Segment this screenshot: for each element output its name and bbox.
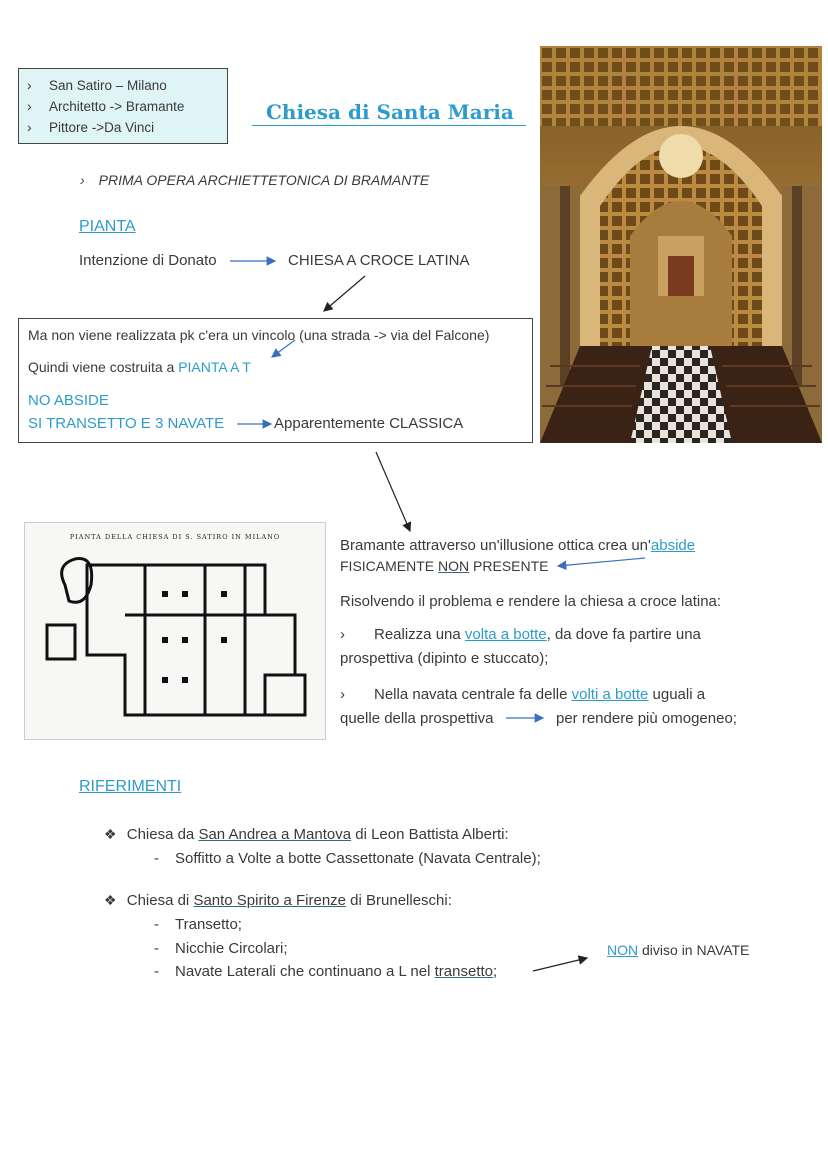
info-item: › Pittore ->Da Vinci — [49, 117, 227, 138]
plan-caption: PIANTA DELLA CHIESA DI S. SATIRO IN MILANO — [69, 533, 281, 541]
arrow-to-illusion — [376, 452, 410, 531]
ref-2-sub: - Nicchie Circolari; — [154, 940, 288, 957]
bullet-2-line-2-right: per rendere più omogeneo; — [556, 710, 737, 727]
illusion-line-1: Bramante attraverso un'illusione ottica crea un'abside — [340, 537, 696, 554]
intention-label: Intenzione di Donato — [79, 252, 217, 269]
ref-2-sub: - Navate Laterali che continuano a L nel transetto; — [154, 963, 498, 980]
bullet-1-line-2: prospettiva (dipinto e stuccato); — [340, 650, 549, 667]
ref-2: ❖ Chiesa di Santo Spirito a Firenze di Brunelleschi: — [104, 892, 452, 909]
resolve-line: Risolvendo il problema e rendere la chiesa a croce latina: — [340, 593, 722, 610]
box-line-4-right: Apparentemente CLASSICA — [274, 415, 464, 432]
arrow-navate-note — [533, 958, 587, 971]
arrow-to-box — [324, 276, 365, 311]
arrow-non-presente — [558, 558, 645, 566]
info-item: › San Satiro – Milano — [49, 75, 227, 96]
abside-link: abside — [650, 537, 696, 554]
page-title: Chiesa di Santa Maria — [266, 100, 514, 124]
diamond-bullet-icon: ❖ — [104, 826, 117, 842]
bullet-1-line-1: › Realizza una volta a botte, da dove fa partire una — [340, 626, 701, 643]
intention-value: CHIESA A CROCE LATINA — [288, 252, 470, 269]
navate-note: NON diviso in NAVATE — [607, 942, 750, 958]
box-line-2: Quindi viene costruita a PIANTA A T — [28, 359, 251, 375]
ref-1: ❖ Chiesa da San Andrea a Mantova di Leon Battista Alberti: — [104, 826, 509, 843]
bullet-2-line-1: › Nella navata centrale fa delle volti a botte uguali a — [340, 686, 706, 703]
box-line-4-left: SI TRANSETTO E 3 NAVATE — [28, 415, 225, 432]
illusion-line-2: FISICAMENTE NON PRESENTE — [340, 558, 549, 574]
info-item: › Architetto -> Bramante — [49, 96, 227, 117]
ref-1-sub: - Soffitto a Volte a botte Cassettonate (Navata Centrale); — [154, 850, 541, 867]
arrow-pianta-t — [272, 340, 295, 357]
bullet-2-line-2: quelle della prospettiva — [340, 710, 494, 727]
first-work-line: › PRIMA OPERA ARCHIETTETONICA DI BRAMANTE — [80, 172, 430, 188]
box-line-1: Ma non viene realizzata pk c'era un vincolo (una strada -> via del Falcone) — [28, 327, 490, 343]
box-line-3: NO ABSIDE — [28, 392, 109, 409]
ref-2-sub: - Transetto; — [154, 916, 242, 933]
diamond-bullet-icon: ❖ — [104, 892, 117, 908]
pianta-heading: PIANTA — [79, 218, 136, 235]
riferimenti-heading: RIFERIMENTI — [79, 778, 182, 795]
